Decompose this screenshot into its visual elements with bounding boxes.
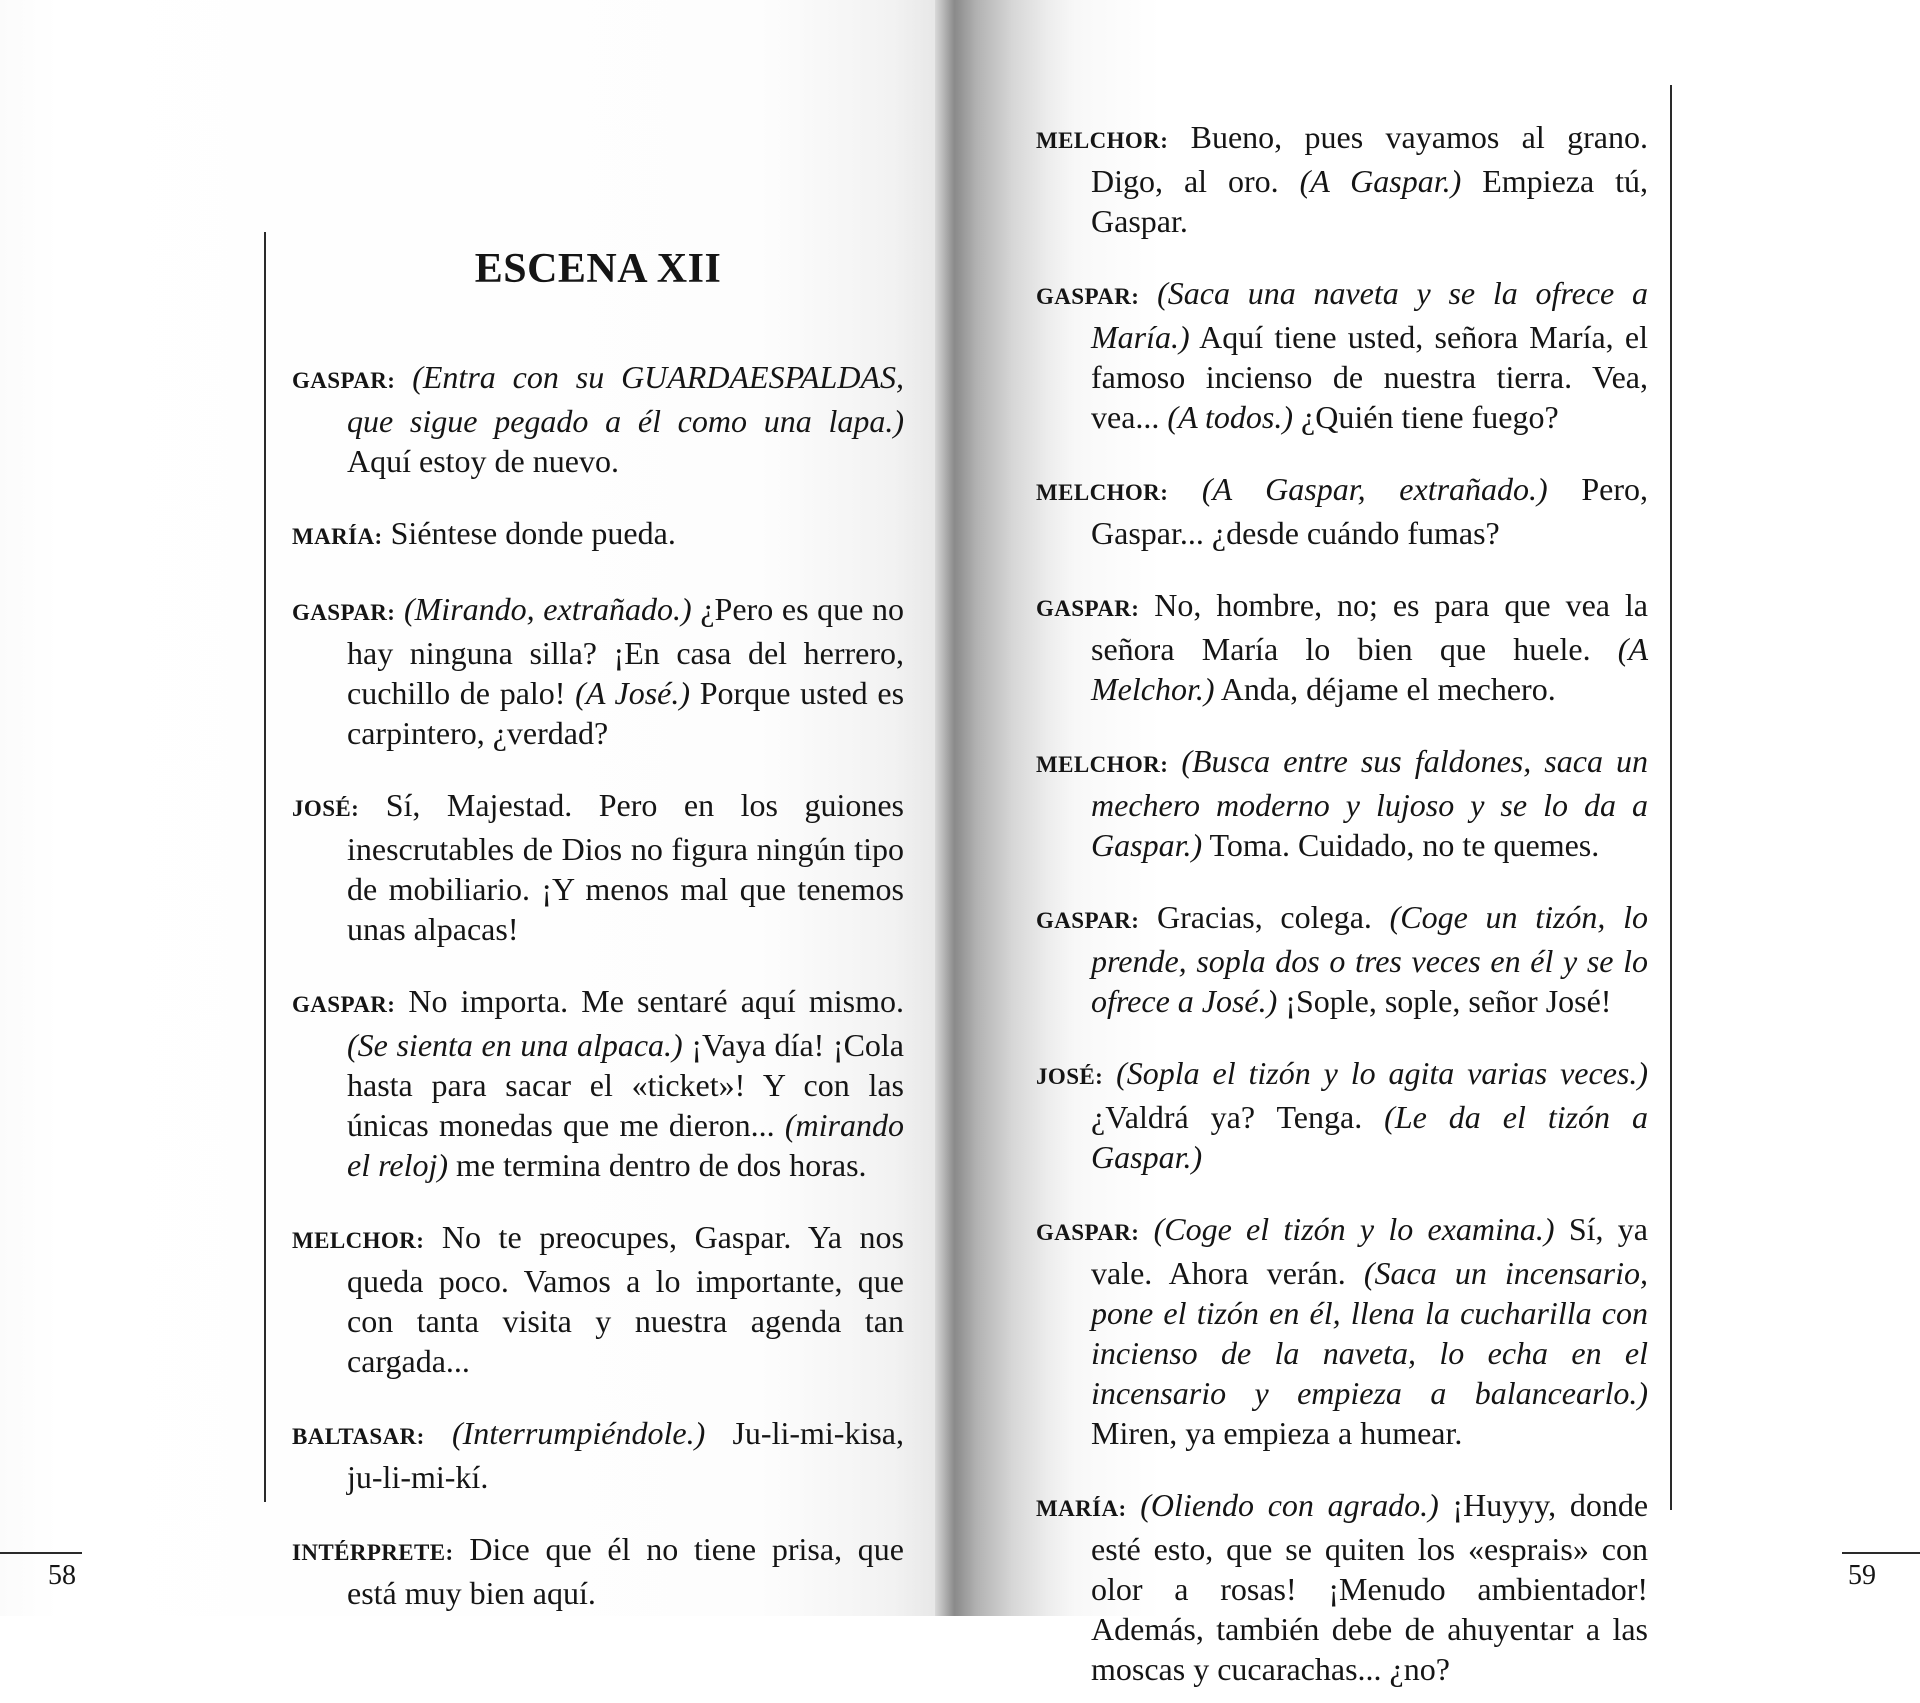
dialogue-text: ¡Vaya día! ¡Cola hasta para sacar el «ticket»! Y con las únicas monedas que me dieron... [347, 1027, 905, 1143]
dialogue-text: Aquí estoy de nuevo. [347, 443, 619, 479]
dialogue-text [1103, 1055, 1116, 1091]
left-dialogue-list [292, 357, 904, 1613]
dialogue-text: ¡Sople, sople, señor José! [1277, 983, 1612, 1019]
dialogue-text [395, 359, 412, 395]
dialogue-text: No importa. Me sentaré aquí mismo. [395, 983, 904, 1019]
dialogue-entry [292, 981, 904, 1185]
dialogue-text [1168, 471, 1202, 507]
dialogue-entry [1036, 469, 1648, 553]
dialogue-text: Dice que él no tiene prisa, que está muy bien aquí. [347, 1531, 904, 1611]
speaker-name: GASPAR: [292, 368, 396, 393]
stage-direction: (A Gaspar.) [1299, 163, 1462, 199]
speaker-name: GASPAR: [1036, 596, 1140, 621]
speaker-name: MELCHOR: [1036, 128, 1169, 153]
dialogue-entry [1036, 585, 1648, 709]
right-page-number: 59 [1848, 1560, 1876, 1591]
dialogue-text: Ju-li-mi-kisa, ju-li-mi-kí. [347, 1415, 904, 1495]
stage-direction: (Interrumpiéndole.) [451, 1415, 706, 1451]
right-margin-rule [1670, 85, 1672, 1510]
dialogue-text [425, 1415, 452, 1451]
stage-direction: (A todos.) [1167, 399, 1294, 435]
dialogue-text: ¿Valdrá ya? Tenga. [1091, 1099, 1385, 1135]
dialogue-text: Pero, Gaspar... ¿desde cuándo fumas? [1091, 471, 1649, 551]
dialogue-text [1127, 1487, 1141, 1523]
dialogue-text [1139, 275, 1157, 311]
left-footer-rule [0, 1552, 82, 1554]
stage-direction: (Saca un incensario, pone el tizón en él, llena la cucharilla con incienso de la naveta, lo echa en el incensario y empieza a balancearlo.) [1091, 1255, 1649, 1411]
stage-direction: (Coge un tizón, lo prende, sopla dos o tres veces en él y se lo ofrece a José.) [1091, 899, 1648, 1019]
stage-direction: (Oliendo con agrado.) [1140, 1487, 1439, 1523]
speaker-name: MELCHOR: [1036, 752, 1169, 777]
right-dialogue-list [1036, 117, 1648, 1689]
dialogue-entry [1036, 897, 1648, 1021]
speaker-name: GASPAR: [1036, 908, 1140, 933]
dialogue-text: No te preocupes, Gaspar. Ya nos queda poco. Vamos a lo importante, que con tanta visita y nuestra agenda tan cargada... [347, 1219, 904, 1379]
left-margin-rule [264, 232, 266, 1502]
dialogue-entry [1036, 1209, 1648, 1453]
dialogue-entry [1036, 1053, 1648, 1177]
speaker-name: GASPAR: [1036, 284, 1140, 309]
dialogue-text: Gracias, colega. [1139, 899, 1390, 935]
stage-direction: (Coge el tizón y lo examina.) [1153, 1211, 1555, 1247]
stage-direction: (Busca entre sus faldones, saca un mechero moderno y lujoso y se lo da a Gaspar.) [1091, 743, 1649, 863]
speaker-name: GASPAR: [1036, 1220, 1140, 1245]
dialogue-text: Anda, déjame el mechero. [1214, 671, 1556, 707]
stage-direction: (Mirando, extrañado.) [403, 591, 692, 627]
dialogue-entry [292, 1529, 904, 1613]
dialogue-entry [1036, 273, 1648, 437]
dialogue-text: Empieza tú, Gaspar. [1091, 163, 1649, 239]
dialogue-entry [292, 513, 904, 557]
dialogue-entry [292, 1217, 904, 1381]
dialogue-text [1139, 1211, 1153, 1247]
dialogue-entry [1036, 117, 1648, 241]
speaker-name: BALTASAR: [292, 1424, 425, 1449]
dialogue-text: Sí, Majestad. Pero en los guiones inescrutables de Dios no figura ningún tipo de mobiliario. ¡Y menos mal que tenemos unas alpacas! [347, 787, 904, 947]
dialogue-entry [292, 357, 904, 481]
stage-direction: (Entra con su GUARDAESPALDAS, que sigue pegado a él como una lapa.) [347, 359, 905, 439]
dialogue-text: ¿Quién tiene fuego? [1293, 399, 1559, 435]
stage-direction: (Sopla el tizón y lo agita varias veces.) [1116, 1055, 1649, 1091]
speaker-name: GASPAR: [292, 600, 396, 625]
dialogue-text: Miren, ya empieza a humear. [1091, 1415, 1463, 1451]
dialogue-text: Bueno, pues vayamos al grano. Digo, al oro. [1091, 119, 1648, 199]
dialogue-entry [1036, 1485, 1648, 1689]
dialogue-text: Porque usted es carpintero, ¿verdad? [347, 675, 905, 751]
stage-direction: (A Melchor.) [1091, 631, 1648, 707]
dialogue-entry [292, 1413, 904, 1497]
dialogue-text: ¿Pero es que no hay ninguna silla? ¡En casa del herrero, cuchillo de palo! [347, 591, 905, 711]
speaker-name: JOSÉ: [292, 796, 360, 821]
dialogue-entry [1036, 741, 1648, 865]
speaker-name: MELCHOR: [292, 1228, 425, 1253]
stage-direction: (Le da el tizón a Gaspar.) [1091, 1099, 1649, 1175]
speaker-name: INTÉRPRETE: [292, 1540, 454, 1565]
dialogue-text: Siéntese donde pueda. [382, 515, 676, 551]
stage-direction: (mirando el reloj) [347, 1107, 904, 1183]
dialogue-entry [292, 589, 904, 753]
dialogue-text [1168, 743, 1181, 779]
dialogue-text: Toma. Cuidado, no te quemes. [1202, 827, 1600, 863]
right-footer-rule [1842, 1552, 1920, 1554]
speaker-name: MARÍA: [1036, 1496, 1127, 1521]
dialogue-text: Aquí tiene usted, señora María, el famoso incienso de nuestra tierra. Vea, vea... [1091, 319, 1648, 435]
speaker-name: MELCHOR: [1036, 480, 1169, 505]
dialogue-text: ¡Huyyy, donde esté esto, que se quiten los «esprais» con olor a rosas! ¡Menudo ambientador! Además, también debe de ahuyentar a las moscas y cucarachas... ¿no? [1091, 1487, 1649, 1687]
right-text-column [1036, 85, 1648, 1703]
dialogue-text: No, hombre, no; es para que vea la señora María lo bien que huele. [1091, 587, 1648, 667]
stage-direction: (A Gaspar, extrañado.) [1201, 471, 1548, 507]
left-page-number: 58 [48, 1560, 76, 1591]
stage-direction: (Saca una naveta y se la ofrece a María.) [1091, 275, 1648, 355]
dialogue-entry [292, 785, 904, 949]
speaker-name: JOSÉ: [1036, 1064, 1104, 1089]
stage-direction: (A José.) [575, 675, 691, 711]
left-text-column [292, 245, 904, 1627]
scene-title: ESCENA XII [474, 246, 722, 292]
speaker-name: MARÍA: [292, 524, 383, 549]
speaker-name: GASPAR: [292, 992, 396, 1017]
stage-direction: (Se sienta en una alpaca.) [347, 1027, 683, 1063]
dialogue-text [395, 591, 404, 627]
dialogue-text: me termina dentro de dos horas. [448, 1147, 867, 1183]
dialogue-text: Sí, ya vale. Ahora verán. [1091, 1211, 1649, 1291]
